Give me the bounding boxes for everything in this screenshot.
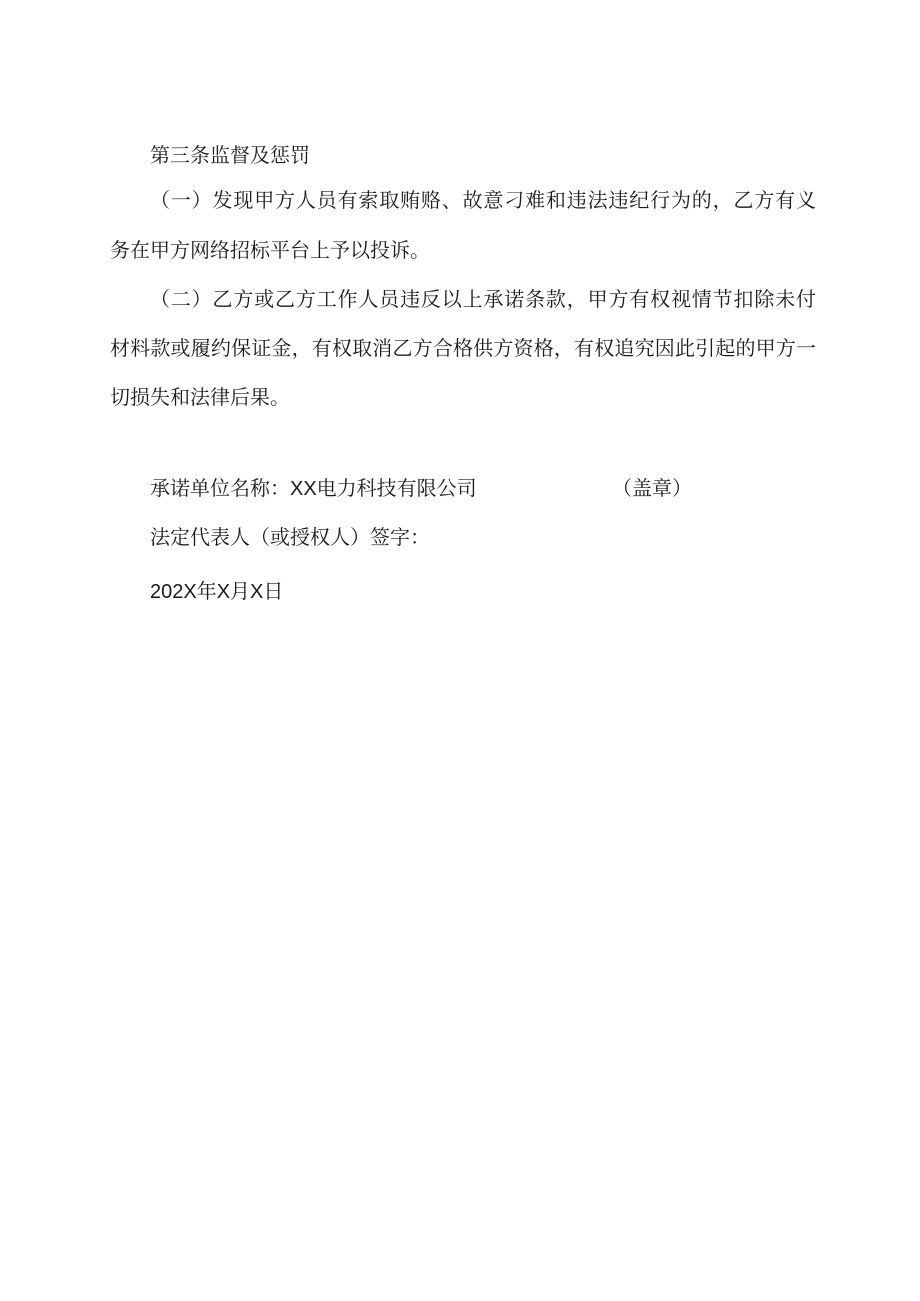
company-label: 承诺单位名称： xyxy=(150,476,290,500)
clause-2-line-2: 材料款或履约保证金，有权取消乙方合格供方资格，有权追究因此引起的甲方一 xyxy=(110,336,816,360)
clause-2-line-3: 切损失和法律后果。 xyxy=(110,385,290,409)
article-heading: 第三条监督及惩罚 xyxy=(150,143,310,167)
clause-1-line-1: （一）发现甲方人员有索取贿赂、故意刁难和违法违纪行为的，乙方有义 xyxy=(150,188,816,212)
clause-1-line-2: 务在甲方网络招标平台上予以投诉。 xyxy=(110,238,430,262)
seal-note: （盖章） xyxy=(612,476,692,500)
clause-2-line-1: （二）乙方或乙方工作人员违反以上承诺条款，甲方有权视情节扣除未付 xyxy=(150,287,816,311)
company-name: XX电力科技有限公司 xyxy=(290,478,477,500)
signing-date: 202X年X月X日 xyxy=(150,581,284,603)
company-row xyxy=(150,476,477,501)
representative-signature-label: 法定代表人（或授权人）签字： xyxy=(150,525,430,549)
